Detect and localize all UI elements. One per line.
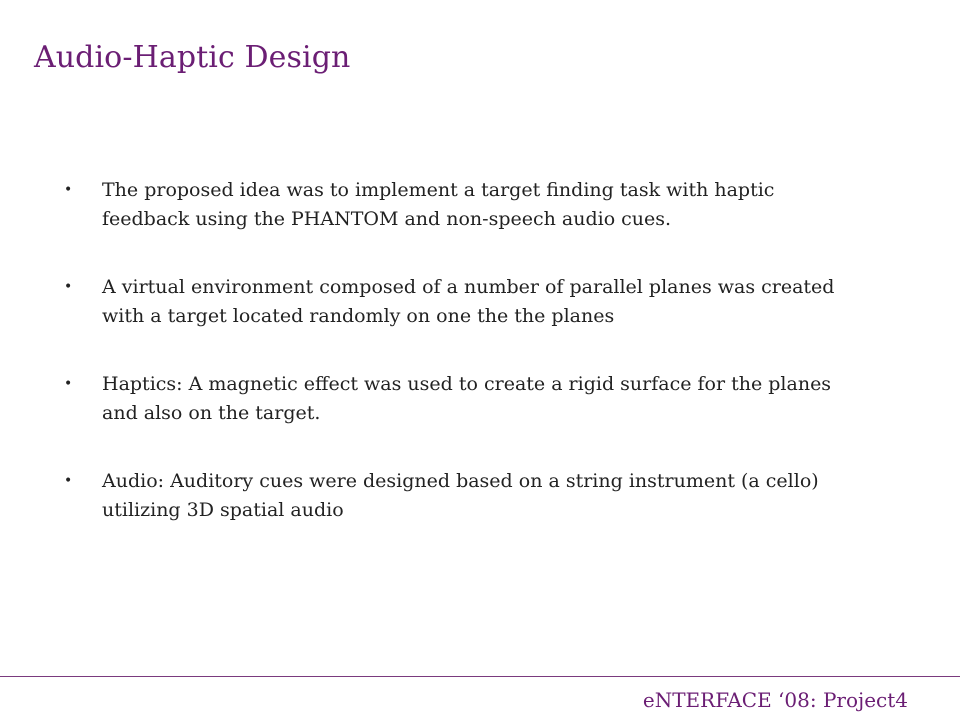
slide-title: Audio-Haptic Design — [34, 40, 351, 75]
bullet-item — [64, 176, 864, 234]
footer-text: eNTERFACE ‘08: Project4 — [642, 688, 908, 712]
bullet-item — [64, 273, 864, 331]
footer-divider — [0, 676, 960, 677]
bullet-marker: • — [64, 279, 73, 295]
bullet-marker: • — [64, 473, 73, 489]
bullet-list — [64, 176, 864, 564]
bullet-item — [64, 467, 864, 525]
bullet-marker: • — [64, 376, 73, 392]
bullet-item — [64, 370, 864, 428]
bullet-text: Haptics: A magnetic effect was used to create a rigid surface for the planes and also on the target. — [102, 373, 832, 424]
bullet-text: A virtual environment composed of a number of parallel planes was created with a target located randomly on one the the planes — [102, 276, 835, 327]
bullet-marker: • — [64, 182, 73, 198]
bullet-text: The proposed idea was to implement a target finding task with haptic feedback using the PHANTOM and non-speech audio cues. — [102, 179, 775, 230]
bullet-text: Audio: Auditory cues were designed based on a string instrument (a cello) utilizing 3D spatial audio — [102, 470, 819, 521]
